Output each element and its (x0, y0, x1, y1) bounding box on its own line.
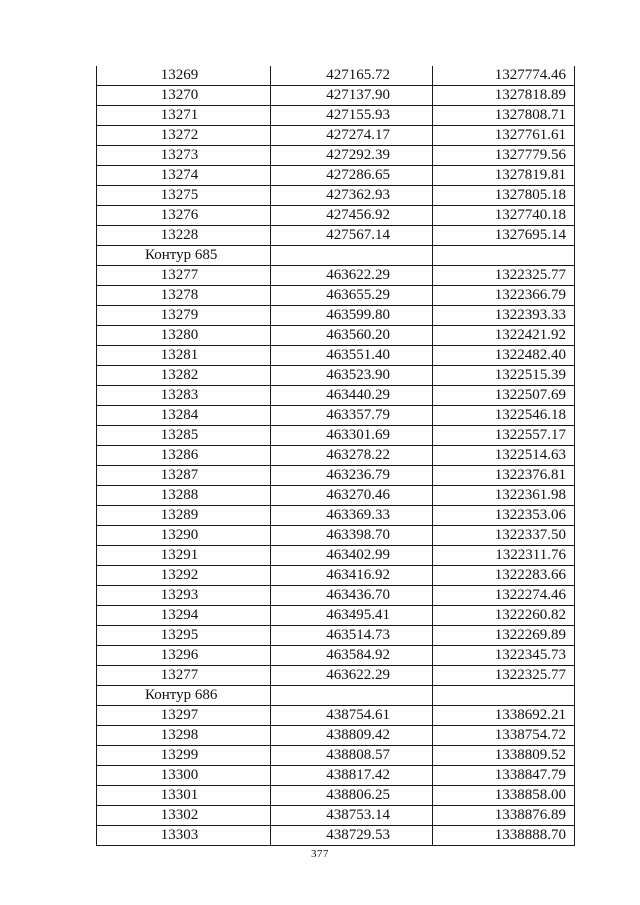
x-coordinate-cell: 427165.72 (271, 66, 433, 86)
point-id-cell: 13272 (97, 126, 271, 146)
x-coordinate-cell: 463416.92 (271, 566, 433, 586)
y-coordinate-cell: 1322345.73 (433, 646, 575, 666)
table-row (97, 206, 575, 226)
point-id-cell: 13273 (97, 146, 271, 166)
x-coordinate-cell: 427274.17 (271, 126, 433, 146)
x-coordinate-cell: 427362.93 (271, 186, 433, 206)
point-id-cell: 13282 (97, 366, 271, 386)
table-row (97, 466, 575, 486)
y-coordinate-cell: 1327779.56 (433, 146, 575, 166)
y-coordinate-cell: 1322507.69 (433, 386, 575, 406)
x-coordinate-cell: 438753.14 (271, 806, 433, 826)
table-body (97, 66, 575, 846)
empty-cell (433, 246, 575, 266)
y-coordinate-cell: 1322325.77 (433, 666, 575, 686)
contour-label: Контур 686 (97, 686, 271, 706)
table-row (97, 486, 575, 506)
y-coordinate-cell: 1322311.76 (433, 546, 575, 566)
y-coordinate-cell: 1322361.98 (433, 486, 575, 506)
table-row (97, 746, 575, 766)
x-coordinate-cell: 427137.90 (271, 86, 433, 106)
y-coordinate-cell: 1327761.61 (433, 126, 575, 146)
x-coordinate-cell: 463560.20 (271, 326, 433, 346)
table-row (97, 406, 575, 426)
point-id-cell: 13303 (97, 826, 271, 846)
table-row (97, 386, 575, 406)
y-coordinate-cell: 1338858.00 (433, 786, 575, 806)
x-coordinate-cell: 427155.93 (271, 106, 433, 126)
y-coordinate-cell: 1322546.18 (433, 406, 575, 426)
point-id-cell: 13291 (97, 546, 271, 566)
point-id-cell: 13280 (97, 326, 271, 346)
table-row (97, 306, 575, 326)
point-id-cell: 13292 (97, 566, 271, 586)
point-id-cell: 13290 (97, 526, 271, 546)
table-row (97, 586, 575, 606)
x-coordinate-cell: 463599.80 (271, 306, 433, 326)
table-row (97, 526, 575, 546)
point-id-cell: 13296 (97, 646, 271, 666)
point-id-cell: 13281 (97, 346, 271, 366)
table-row (97, 186, 575, 206)
y-coordinate-cell: 1322515.39 (433, 366, 575, 386)
y-coordinate-cell: 1322482.40 (433, 346, 575, 366)
x-coordinate-cell: 438806.25 (271, 786, 433, 806)
x-coordinate-cell: 463514.73 (271, 626, 433, 646)
x-coordinate-cell: 463402.99 (271, 546, 433, 566)
y-coordinate-cell: 1338847.79 (433, 766, 575, 786)
x-coordinate-cell: 427286.65 (271, 166, 433, 186)
table-row (97, 766, 575, 786)
table-row (97, 226, 575, 246)
y-coordinate-cell: 1322274.46 (433, 586, 575, 606)
table-row (97, 826, 575, 846)
y-coordinate-cell: 1322269.89 (433, 626, 575, 646)
y-coordinate-cell: 1322376.81 (433, 466, 575, 486)
x-coordinate-cell: 463398.70 (271, 526, 433, 546)
y-coordinate-cell: 1327808.71 (433, 106, 575, 126)
point-id-cell: 13277 (97, 266, 271, 286)
point-id-cell: 13287 (97, 466, 271, 486)
point-id-cell: 13274 (97, 166, 271, 186)
contour-header-row (97, 246, 575, 266)
table-row (97, 546, 575, 566)
y-coordinate-cell: 1322421.92 (433, 326, 575, 346)
table-row (97, 366, 575, 386)
x-coordinate-cell: 463278.22 (271, 446, 433, 466)
point-id-cell: 13276 (97, 206, 271, 226)
point-id-cell: 13300 (97, 766, 271, 786)
x-coordinate-cell: 463270.46 (271, 486, 433, 506)
table-row (97, 806, 575, 826)
point-id-cell: 13278 (97, 286, 271, 306)
x-coordinate-cell: 463236.79 (271, 466, 433, 486)
empty-cell (433, 686, 575, 706)
point-id-cell: 13293 (97, 586, 271, 606)
x-coordinate-cell: 463523.90 (271, 366, 433, 386)
y-coordinate-cell: 1322353.06 (433, 506, 575, 526)
point-id-cell: 13295 (97, 626, 271, 646)
x-coordinate-cell: 463622.29 (271, 666, 433, 686)
y-coordinate-cell: 1322366.79 (433, 286, 575, 306)
x-coordinate-cell: 463655.29 (271, 286, 433, 306)
point-id-cell: 13294 (97, 606, 271, 626)
table-row (97, 726, 575, 746)
y-coordinate-cell: 1327774.46 (433, 66, 575, 86)
y-coordinate-cell: 1338754.72 (433, 726, 575, 746)
point-id-cell: 13288 (97, 486, 271, 506)
x-coordinate-cell: 427567.14 (271, 226, 433, 246)
table-row (97, 646, 575, 666)
point-id-cell: 13289 (97, 506, 271, 526)
table-row (97, 706, 575, 726)
y-coordinate-cell: 1322283.66 (433, 566, 575, 586)
point-id-cell: 13283 (97, 386, 271, 406)
y-coordinate-cell: 1327740.18 (433, 206, 575, 226)
table-row (97, 566, 575, 586)
point-id-cell: 13299 (97, 746, 271, 766)
x-coordinate-cell: 438809.42 (271, 726, 433, 746)
contour-header-row (97, 686, 575, 706)
y-coordinate-cell: 1338692.21 (433, 706, 575, 726)
table-row (97, 666, 575, 686)
point-id-cell: 13277 (97, 666, 271, 686)
table-row (97, 66, 575, 86)
x-coordinate-cell: 438754.61 (271, 706, 433, 726)
table-row (97, 106, 575, 126)
x-coordinate-cell: 438808.57 (271, 746, 433, 766)
point-id-cell: 13270 (97, 86, 271, 106)
point-id-cell: 13228 (97, 226, 271, 246)
x-coordinate-cell: 427292.39 (271, 146, 433, 166)
table-row (97, 606, 575, 626)
y-coordinate-cell: 1322393.33 (433, 306, 575, 326)
table-row (97, 126, 575, 146)
y-coordinate-cell: 1322557.17 (433, 426, 575, 446)
point-id-cell: 13286 (97, 446, 271, 466)
table-row (97, 166, 575, 186)
point-id-cell: 13284 (97, 406, 271, 426)
table-row (97, 266, 575, 286)
table-row (97, 286, 575, 306)
y-coordinate-cell: 1322337.50 (433, 526, 575, 546)
table-row (97, 86, 575, 106)
point-id-cell: 13269 (97, 66, 271, 86)
table-row (97, 146, 575, 166)
y-coordinate-cell: 1338876.89 (433, 806, 575, 826)
x-coordinate-cell: 463584.92 (271, 646, 433, 666)
x-coordinate-cell: 427456.92 (271, 206, 433, 226)
point-id-cell: 13297 (97, 706, 271, 726)
x-coordinate-cell: 463440.29 (271, 386, 433, 406)
x-coordinate-cell: 463551.40 (271, 346, 433, 366)
empty-cell (271, 246, 433, 266)
table-row (97, 426, 575, 446)
x-coordinate-cell: 463369.33 (271, 506, 433, 526)
y-coordinate-cell: 1338888.70 (433, 826, 575, 846)
point-id-cell: 13301 (97, 786, 271, 806)
point-id-cell: 13275 (97, 186, 271, 206)
x-coordinate-cell: 463301.69 (271, 426, 433, 446)
y-coordinate-cell: 1327819.81 (433, 166, 575, 186)
coordinates-table (96, 66, 575, 846)
page-number: 377 (311, 848, 329, 860)
point-id-cell: 13271 (97, 106, 271, 126)
point-id-cell: 13279 (97, 306, 271, 326)
point-id-cell: 13298 (97, 726, 271, 746)
x-coordinate-cell: 463622.29 (271, 266, 433, 286)
table-row (97, 326, 575, 346)
x-coordinate-cell: 438817.42 (271, 766, 433, 786)
x-coordinate-cell: 463495.41 (271, 606, 433, 626)
x-coordinate-cell: 438729.53 (271, 826, 433, 846)
table-row (97, 506, 575, 526)
y-coordinate-cell: 1322325.77 (433, 266, 575, 286)
x-coordinate-cell: 463436.70 (271, 586, 433, 606)
table-row (97, 346, 575, 366)
table-row (97, 626, 575, 646)
point-id-cell: 13285 (97, 426, 271, 446)
empty-cell (271, 686, 433, 706)
y-coordinate-cell: 1322260.82 (433, 606, 575, 626)
y-coordinate-cell: 1327805.18 (433, 186, 575, 206)
y-coordinate-cell: 1327818.89 (433, 86, 575, 106)
y-coordinate-cell: 1322514.63 (433, 446, 575, 466)
y-coordinate-cell: 1327695.14 (433, 226, 575, 246)
y-coordinate-cell: 1338809.52 (433, 746, 575, 766)
table-row (97, 446, 575, 466)
x-coordinate-cell: 463357.79 (271, 406, 433, 426)
contour-label: Контур 685 (97, 246, 271, 266)
table-row (97, 786, 575, 806)
point-id-cell: 13302 (97, 806, 271, 826)
